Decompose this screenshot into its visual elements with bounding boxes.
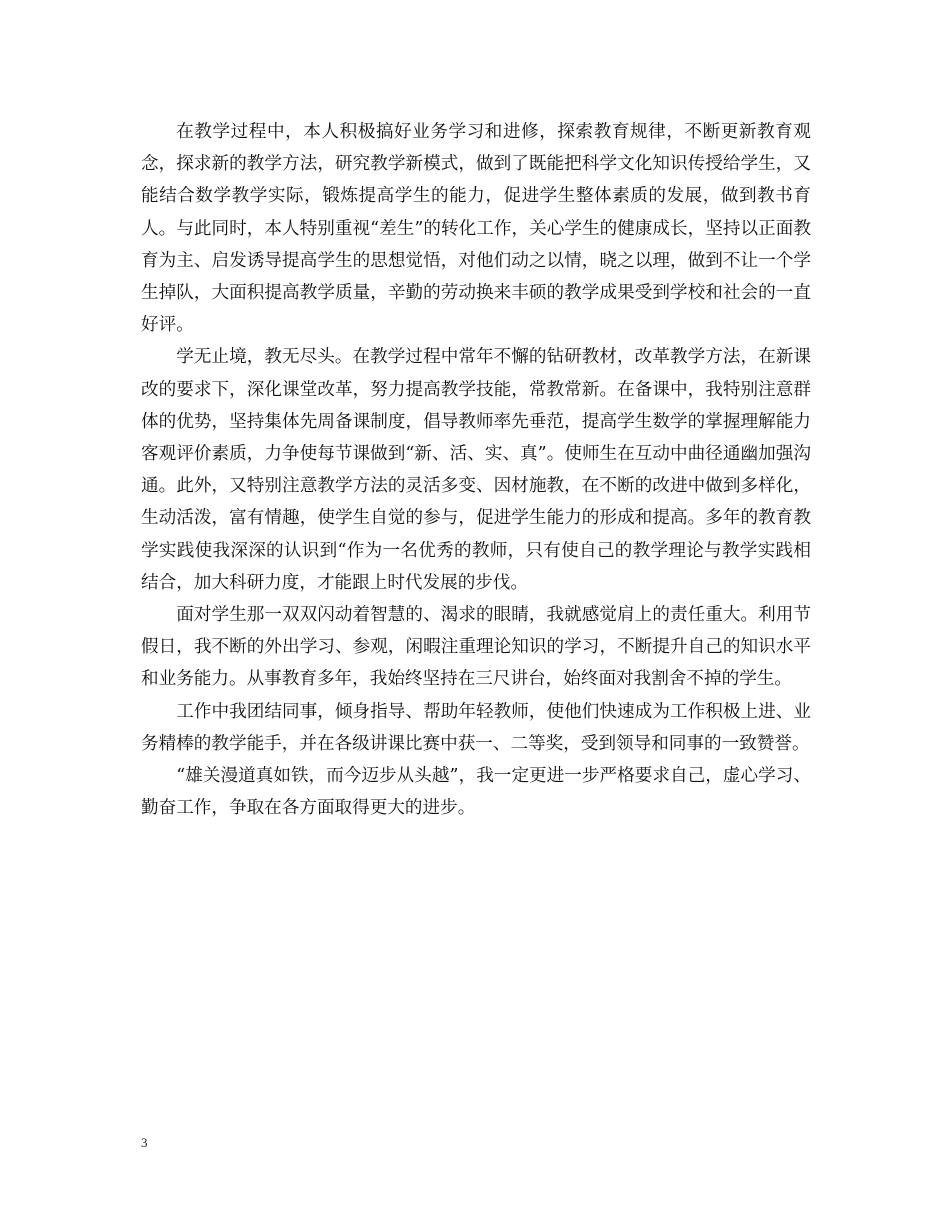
document-body	[141, 116, 811, 824]
paragraph: 面对学生那一双双闪动着智慧的、渴求的眼睛，我就感觉肩上的责任重大。利用节假日，我不断的外出学习、参观，闲暇注重理论知识的学习，不断提升自己的知识水平和业务能力。从事教育多年，我始终坚持在三尺讲台，始终面对我割舍不掉的学生。	[141, 605, 811, 690]
paragraph: 工作中我团结同事，倾身指导、帮助年轻教师，使他们快速成为工作积极上进、业务精棒的教学能手，并在各级讲课比赛中获一、二等奖，受到领导和同事的一致赞誉。	[141, 701, 811, 754]
paragraph: 学无止境，教无尽头。在教学过程中常年不懈的钻研教材，改革教学方法，在新课改的要求下，深化课堂改革，努力提高教学技能，常教常新。在备课中，我特别注意群体的优势，坚持集体先周备课制度，倡导教师率先垂范，提高学生数学的掌握理解能力客观评价素质，力争使每节课做到“新、活、实、真”。使师生在互动中曲径通幽加强沟通。此外，又特别注意教学方法的灵活多变、因材施教，在不断的改进中做到多样化，生动活泼，富有情趣，使学生自觉的参与，促进学生能力的形成和提高。多年的教育教学实践使我深深的认识到“作为一名优秀的教师，只有使自己的教学理论与教学实践相结合，加大科研力度，才能跟上时代发展的步伐。	[141, 347, 811, 593]
page-number: 3	[141, 1135, 148, 1150]
paragraph: 在教学过程中，本人积极搞好业务学习和进修，探索教育规律，不断更新教育观念，探求新的教学方法，研究教学新模式，做到了既能把科学文化知识传授给学生，又能结合数学教学实际，锻炼提高学生的能力，促进学生整体素质的发展，做到教书育人。与此同时，本人特别重视“差生”的转化工作，关心学生的健康成长，坚持以正面教育为主、启发诱导提高学生的思想觉悟，对他们动之以情，晓之以理，做到不让一个学生掉队，大面积提高教学质量，辛勤的劳动换来丰硕的教学成果受到学校和社会的一直好评。	[141, 122, 811, 336]
paragraph: “雄关漫道真如铁，而今迈步从头越”，我一定更进一步严格要求自己，虚心学习、勤奋工作，争取在各方面取得更大的进步。	[141, 766, 811, 819]
